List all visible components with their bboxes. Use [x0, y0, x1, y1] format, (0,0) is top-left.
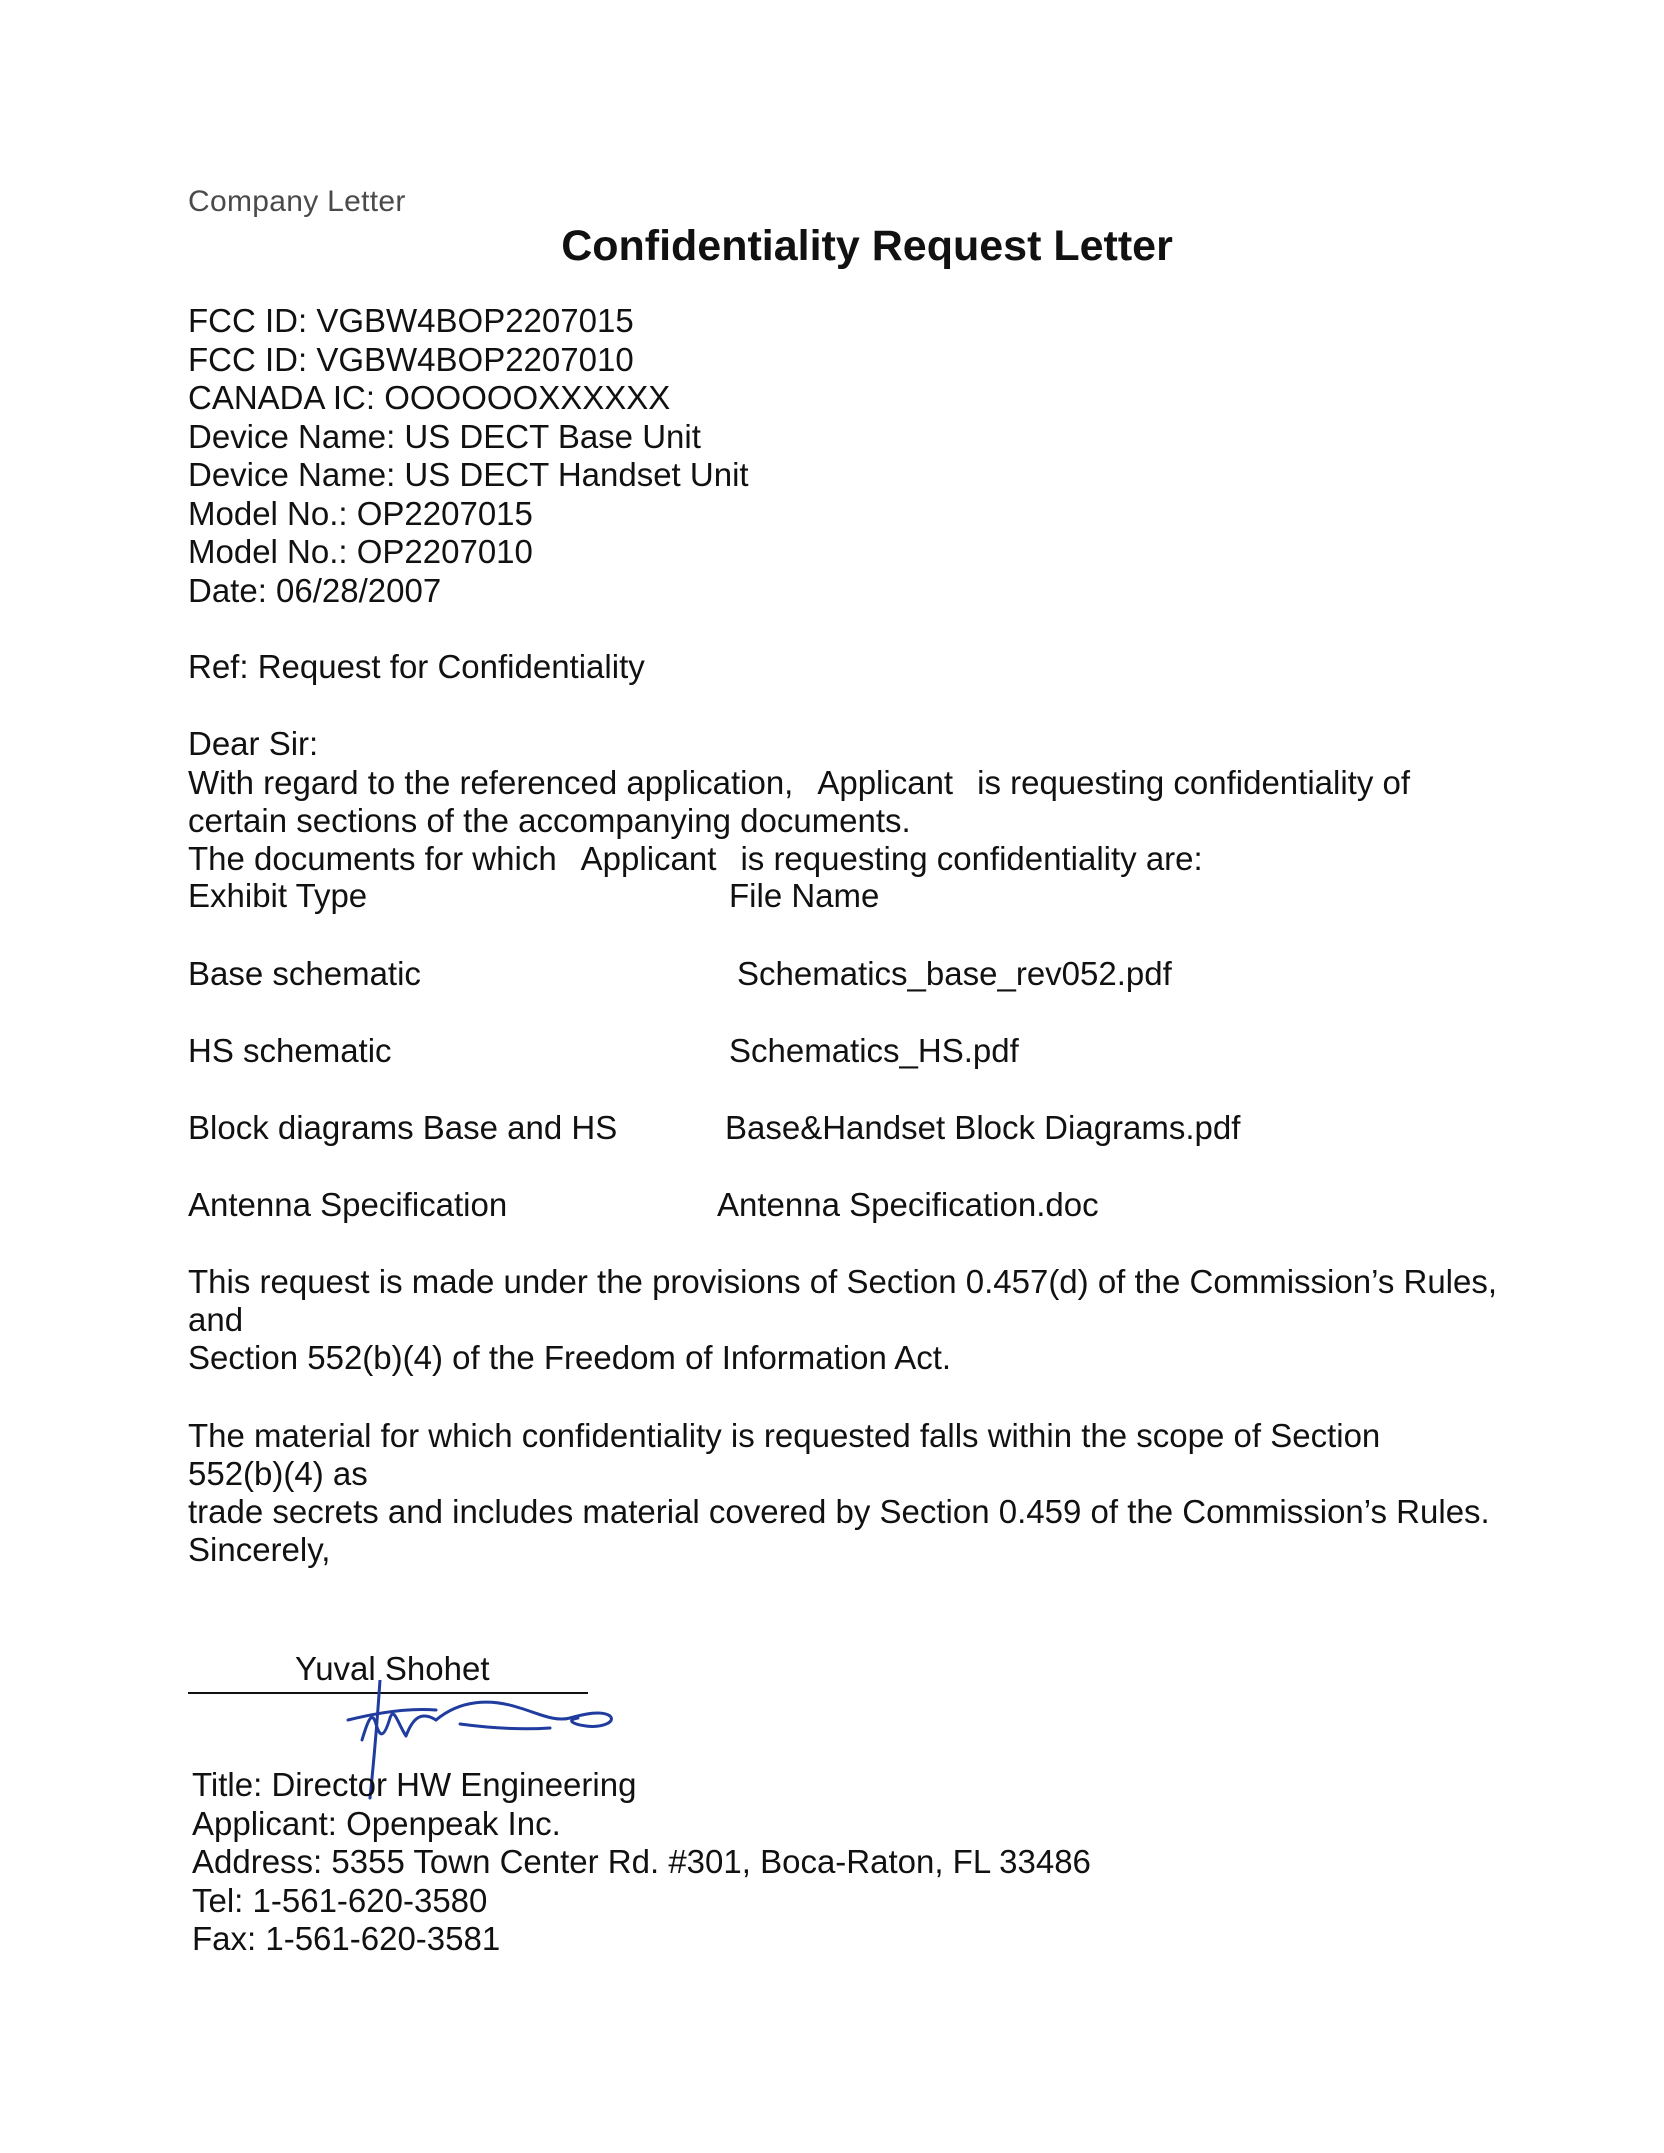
intro-text: With regard to the referenced application,	[188, 764, 794, 801]
material-line-1: The material for which confidentiality is requested falls within the scope of Section	[188, 1417, 1381, 1454]
printed-signer-name: Yuval Shohet	[295, 1650, 490, 1687]
fcc-id-line: FCC ID: VGBW4BOP2207010	[188, 340, 634, 378]
exhibit-type: HS schematic	[188, 1032, 392, 1069]
exhibit-type-header: Exhibit Type	[188, 877, 368, 914]
device-name-line: Device Name: US DECT Base Unit	[188, 417, 701, 455]
date-line: Date: 06/28/2007	[188, 571, 442, 609]
exhibit-type: Base schematic	[188, 955, 421, 992]
company-letter-label: Company Letter	[188, 185, 406, 218]
provisions-line-2: and	[188, 1301, 244, 1338]
intro-line-1	[188, 764, 1410, 802]
material-line-3: trade secrets and includes material covered by Section 0.459 of the Commission’s Rules.	[188, 1493, 1490, 1530]
device-name-line: Device Name: US DECT Handset Unit	[188, 456, 749, 493]
exhibit-type: Antenna Specification	[188, 1186, 508, 1223]
applicant-name: Applicant: Openpeak Inc.	[192, 1804, 561, 1842]
intro-text: is requesting confidentiality are:	[740, 840, 1203, 877]
document-title: Confidentiality Request Letter	[561, 222, 1173, 270]
reference-line: Ref: Request for Confidentiality	[188, 648, 645, 685]
provisions-line-3: Section 552(b)(4) of the Freedom of Information Act.	[188, 1339, 952, 1376]
intro-line-2: certain sections of the accompanying documents.	[188, 802, 911, 839]
model-no-line: Model No.: OP2207015	[188, 494, 533, 532]
exhibit-file: Schematics_base_rev052.pdf	[737, 955, 1172, 992]
signer-details	[192, 1766, 1091, 1959]
file-name-header: File Name	[729, 877, 880, 914]
identifier-block	[188, 302, 749, 610]
model-no-line: Model No.: OP2207010	[188, 533, 533, 570]
fax: Fax: 1-561-620-3581	[192, 1920, 501, 1957]
applicant-word: Applicant	[580, 840, 717, 877]
applicant-word: Applicant	[817, 764, 954, 801]
signer-title: Title: Director HW Engineering	[192, 1766, 637, 1803]
intro-text: The documents for which	[188, 840, 557, 877]
provisions-line-1: This request is made under the provisions of Section 0.457(d) of the Commission’s Rules,	[188, 1263, 1498, 1300]
intro-text: is requesting confidentiality of	[977, 764, 1411, 801]
exhibit-type: Block diagrams Base and HS	[188, 1109, 618, 1146]
exhibit-file: Antenna Specification.doc	[717, 1186, 1099, 1223]
intro-line-3	[188, 840, 1203, 878]
telephone: Tel: 1-561-620-3580	[192, 1881, 488, 1919]
closing-sincerely: Sincerely,	[188, 1531, 331, 1568]
fcc-id-line: FCC ID: VGBW4BOP2207015	[188, 302, 634, 339]
applicant-address: Address: 5355 Town Center Rd. #301, Boca-Raton, FL 33486	[192, 1843, 1091, 1880]
material-line-2: 552(b)(4) as	[188, 1455, 368, 1492]
canada-ic-line: CANADA IC: OOOOOOXXXXXX	[188, 379, 671, 416]
exhibit-file: Schematics_HS.pdf	[729, 1032, 1019, 1069]
exhibit-file: Base&Handset Block Diagrams.pdf	[725, 1109, 1241, 1146]
salutation: Dear Sir:	[188, 725, 319, 762]
